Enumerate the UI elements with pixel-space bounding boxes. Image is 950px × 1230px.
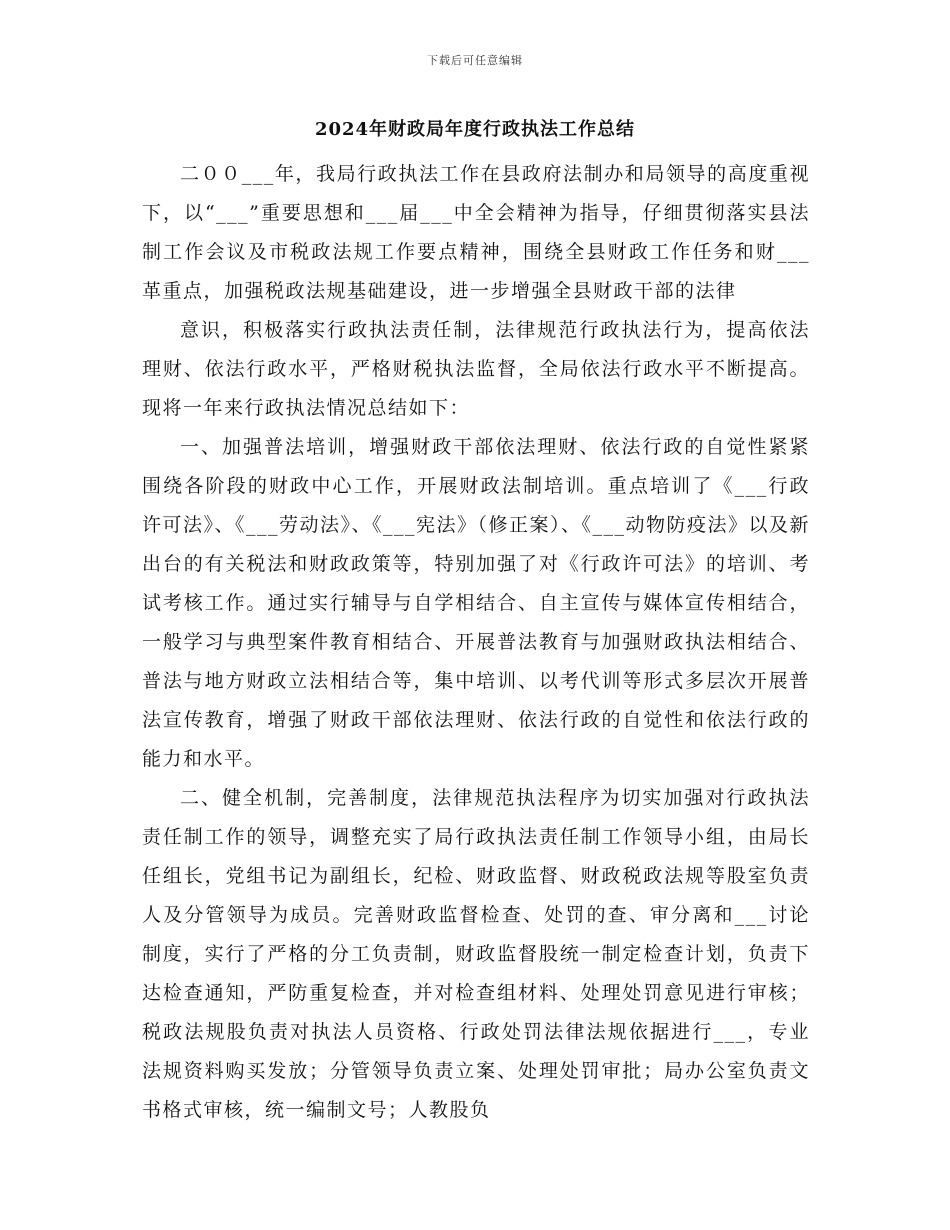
page-header-note: 下载后可任意编辑 bbox=[427, 54, 523, 67]
document-body bbox=[142, 155, 810, 1130]
paragraph-section-two: 二、健全机制，完善制度，法律规范执法程序为切实加强对行政执法责任制工作的领导，调整充实了局行政执法责任制工作领导小组，由局长任组长，党组书记为副组长，纪检、财政监督、财政税政法规等股室负责人及分管领导为成员。完善财政监督检查、处罚的查、审分离和___讨论制度，实行了严格的分工负责制，财政监督股统一制定检查计划，负责下达检查通知，严防重复检查，并对检查组材料、处理处罚意见进行审核；税政法规股负责对执法人员资格、行政处罚法律法规依据进行___，专业法规资料购买发放；分管领导负责立案、处理处罚审批；局办公室负责文书格式审核，统一编制文号；人教股负 bbox=[142, 787, 810, 1121]
paragraph-intro: 二００___年，我局行政执法工作在县政府法制办和局领导的高度重视下，以“___”重要思想和___届___中全会精神为指导，仔细贯彻落实县法制工作会议及市税政法规工作要点精神，围绕全县财政工作任务和财___革重点，加强税政法规基础建设，进一步增强全县财政干部的法律 bbox=[142, 163, 810, 302]
paragraph-intro-continued: 意识，积极落实行政执法责任制，法律规范行政执法行为，提高依法理财、依法行政水平，严格财税执法监督，全局依法行政水平不断提高。现将一年来行政执法情况总结如下： bbox=[142, 319, 810, 419]
paragraph-section-one: 一、加强普法培训，增强财政干部依法理财、依法行政的自觉性紧紧围绕各阶段的财政中心工作，开展财政法制培训。重点培训了《___行政许可法》、《___劳动法》、《___宪法》（修正案）、《___动物防疫法》以及新出台的有关税法和财政政策等，特别加强了对《行政许可法》的培训、考试考核工作。通过实行辅导与自学相结合、自主宣传与媒体宣传相结合，一般学习与典型案件教育相结合、开展普法教育与加强财政执法相结合、普法与地方财政立法相结合等，集中培训、以考代训等形式多层次开展普法宣传教育，增强了财政干部依法理财、依法行政的自觉性和依法行政的能力和水平。 bbox=[142, 436, 811, 770]
document-title: 2024年财政局年度行政执法工作总结 bbox=[314, 119, 636, 140]
